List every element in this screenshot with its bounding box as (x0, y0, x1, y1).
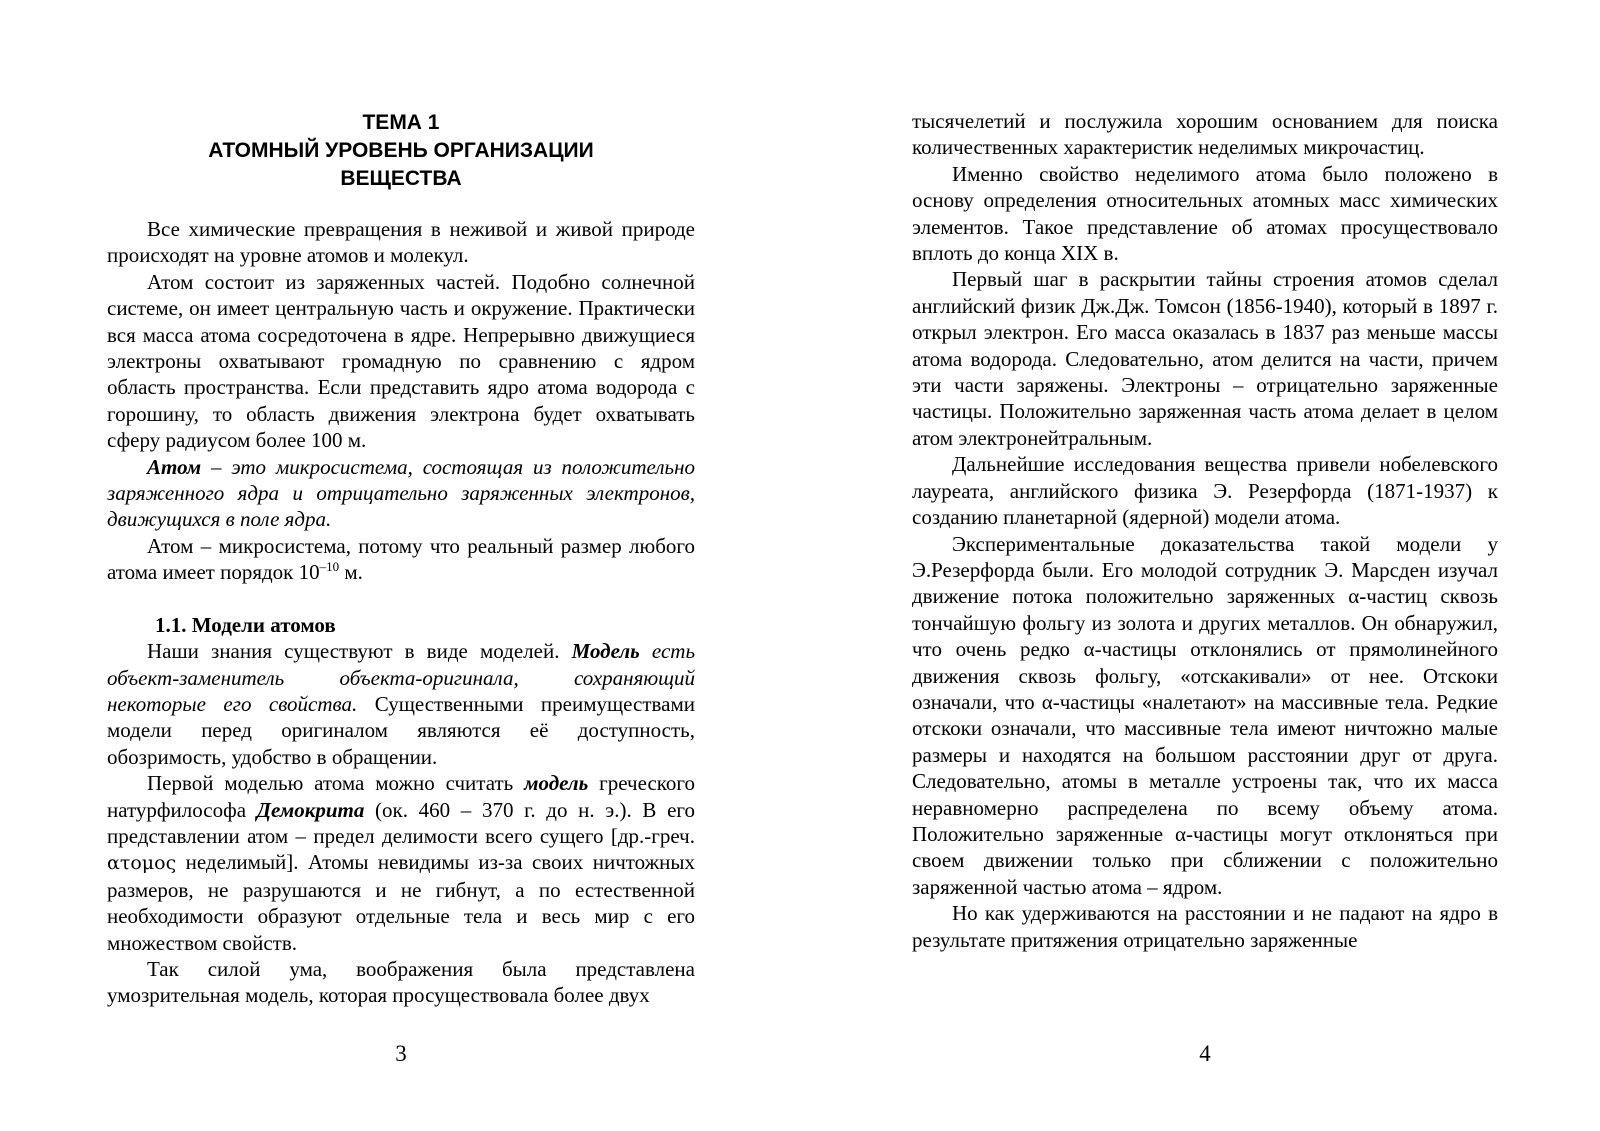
paragraph: Атом состоит из заряженных частей. Подобно солнечной системе, он имеет центральную часть и окружение. Практически вся масса атома сосредоточена в ядре. Непрерывно движущиеся электроны охватывают громадную по сравнению с ядром область пространства. Если представить ядро атома водорода с горошину, то область движения электрона будет охватывать сферу радиусом более 100 м. (107, 269, 695, 453)
paragraph: Именно свойство неделимого атома было положено в основу определения относительных атомных масс химических элементов. Такое представление об атомах просуществовало вплоть до конца XIX в. (912, 161, 1498, 266)
paragraph: Первый шаг в раскрытии тайны строения атомов сделал английский физик Дж.Дж. Томсон (1856-1940), который в 1897 г. открыл электрон. Его масса оказалась в 1837 раз меньше массы атома водорода. Следовательно, атом делится на части, причем эти части заряжены. Электроны – отрицательно заряженные частицы. Положительно заряженная часть атома делает в целом атом электронейтральным. (912, 267, 1498, 450)
paragraph-text-tail: м. (339, 560, 363, 585)
paragraph-text: Первой моделью атома можно считать (147, 771, 525, 796)
paragraph: Все химические превращения в неживой и живой природе происходят на уровне атомов и молекул. (107, 217, 695, 268)
paragraph: Экспериментальные доказательства такой модели у Э.Резерфорда были. Его молодой сотрудник Э. Марсден изучал движение потока положительно заряженных α-частиц сквозь тончайшую фольгу из золота и других металлов. Он обнаружил, что очень редко α-частицы отклонялись от прямолинейного движения сквозь фольгу, «отскакивали» от нее. Отскоки означали, что α-частицы «налетают» на массивные тела. Редкие отскоки означали, что массивные тела имеют ничтожно малые размеры и находятся на большом расстоянии друг от друга. Следовательно, атомы в металле устроены так, что их масса неравномерно распределена по всему объему атома. Положительно заряженные α-частицы могут отклоняться при своем движении только при сближении с положительно заряженной частью атома – ядром. (912, 531, 1498, 899)
page-number: 4 (1199, 1041, 1211, 1066)
left-page-body (107, 216, 695, 1009)
term-democritus: Демокрита (256, 797, 365, 822)
paragraph-text: греческого натурфилософа (107, 771, 695, 822)
paragraph (107, 770, 695, 956)
chapter-title-line-1: АТОМНЫЙ УРОВЕНЬ ОРГАНИЗАЦИИ (208, 139, 594, 162)
paragraph: тысячелетий и послужила хорошим основанием для поиска количественных характеристик неделимых микрочастиц. (912, 109, 1498, 160)
exponent: –10 (319, 559, 340, 575)
left-page (107, 0, 695, 1131)
chapter-heading (107, 109, 695, 193)
page-number: 3 (395, 1041, 407, 1066)
paragraph: Дальнейшие исследования вещества привели нобелевского лауреата, английского физика Э. Резерфорда (1871-1937) к созданию планетарной (ядерной) модели атома. (912, 452, 1498, 530)
chapter-number: ТЕМА 1 (362, 111, 440, 134)
paragraph-text: (ок. 460 – 370 г. до н. э.). В его представлении атом – предел делимости всего сущего [др.-греч. (107, 797, 695, 848)
paragraph (107, 638, 695, 770)
term-atom: Атом (147, 454, 202, 479)
right-page-body (912, 108, 1498, 953)
term-model: модель (524, 771, 589, 796)
definition-text: – это микросистема, состоящая из положительно заряженного ядра и отрицательно заряженных электронов, движущихся в поле ядра. (107, 454, 695, 532)
greek-word: ατομος (107, 852, 177, 875)
section-title: 1.1. Модели атомов (155, 612, 336, 637)
paragraph-text-tail: неделимый]. Атомы невидимы из-за своих ничтожных размеров, не разрушаются и не гибнут, а по естественной необходимости образуют отдельные тела и весь мир с его множеством свойств. (107, 850, 695, 955)
paragraph: Но как удерживаются на расстоянии и не падают на ядро в результате притяжения отрицательно заряженные (912, 901, 1498, 952)
paragraph: Так силой ума, воображения была представлена умозрительная модель, которая просуществовала более двух (107, 956, 695, 1008)
paragraph (107, 533, 695, 586)
definition-text: есть объект-заменитель объекта-оригинала, сохраняющий некоторые его свойства. (107, 639, 695, 716)
right-page (912, 0, 1498, 1131)
atom-definition (107, 454, 695, 533)
paragraph-text: Наши знания существуют в виде моделей. (147, 639, 572, 664)
paragraph-text-tail: Существенными преимуществами модели перед оригиналом являются её доступность, обозримость, удобство в обращении. (107, 691, 696, 769)
chapter-title-line-2: ВЕЩЕСТВА (340, 167, 462, 190)
term-model: Модель (571, 639, 640, 664)
paragraph-text: Атом – микросистема, потому что реальный размер любого атома имеет порядок 10 (107, 533, 695, 585)
